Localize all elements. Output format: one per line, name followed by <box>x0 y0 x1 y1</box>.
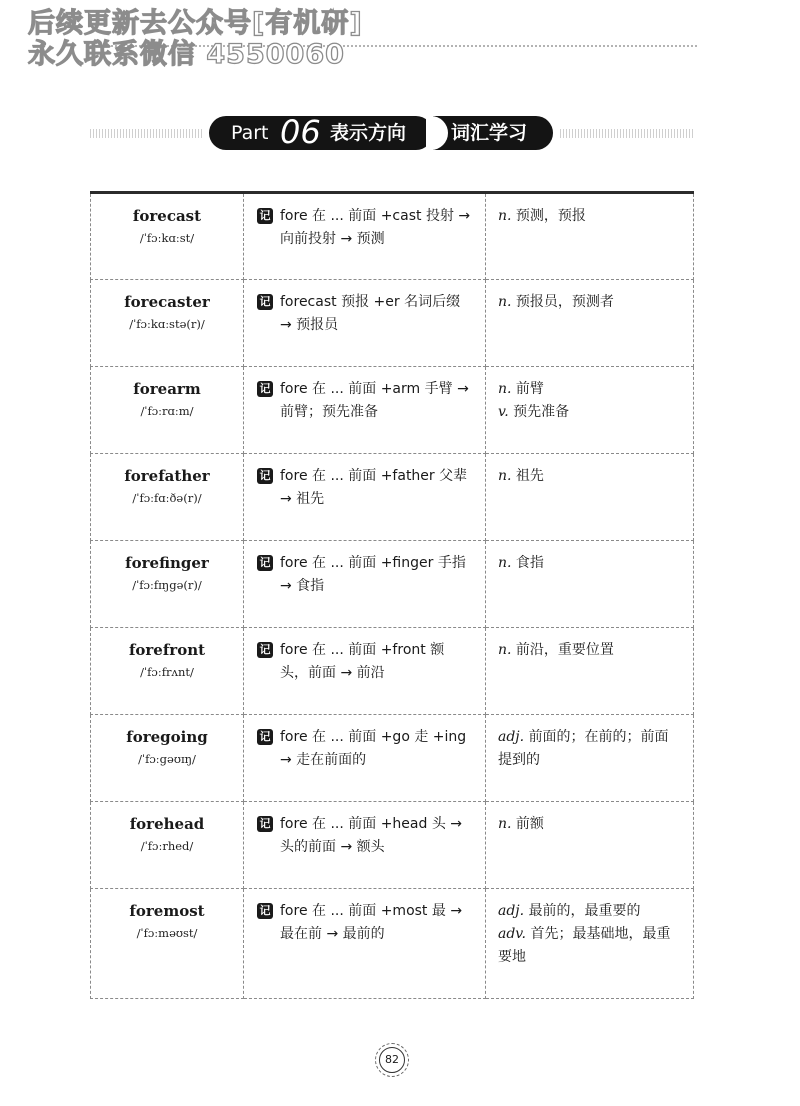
definition-cell <box>486 454 694 541</box>
definition-text: 祖先 <box>515 468 544 484</box>
etymology-text: fore 在 ... 前面 +father 父辈 → 祖先 <box>280 468 468 507</box>
part-word: Part <box>231 122 269 144</box>
etymology-text: forecast 预报 +er 名词后缀 → 预报员 <box>280 294 461 333</box>
table-row <box>91 889 694 999</box>
word-cell <box>91 715 244 802</box>
etymology-cell <box>244 541 486 628</box>
section-banner <box>433 116 553 150</box>
part-of-speech: n. <box>498 816 512 832</box>
etymology-cell <box>244 628 486 715</box>
phonetic: /ˈfɔːkɑːst/ <box>139 231 195 245</box>
definition-line <box>498 465 679 488</box>
part-of-speech: n. <box>498 208 512 224</box>
headword: forefront <box>128 641 206 659</box>
header-stripe-left <box>90 129 202 138</box>
word-cell <box>91 628 244 715</box>
memo-icon: 记 <box>257 642 273 658</box>
memo-icon: 记 <box>257 903 273 919</box>
phonetic: /ˈfɔːkɑːstə(r)/ <box>129 317 205 331</box>
definition-text: 前额 <box>515 816 544 832</box>
definition-line <box>498 639 679 662</box>
part-of-speech: n. <box>498 381 512 397</box>
memo-icon: 记 <box>257 208 273 224</box>
part-of-speech: n. <box>498 555 512 571</box>
etymology-cell <box>244 280 486 367</box>
definition-cell <box>486 628 694 715</box>
definition-cell <box>486 193 694 280</box>
etymology-cell <box>244 889 486 999</box>
definition-text: 食指 <box>515 555 544 571</box>
phonetic: /ˈfɔːfɪŋgə(r)/ <box>132 578 202 592</box>
part-of-speech: adj. <box>498 729 525 745</box>
word-cell <box>91 193 244 280</box>
memo-icon: 记 <box>257 381 273 397</box>
part-banner <box>209 113 433 151</box>
part-of-speech: n. <box>498 294 512 310</box>
definition-text: 预先准备 <box>513 404 570 420</box>
phonetic: /ˈfɔːfɑːðə(r)/ <box>132 491 202 505</box>
table-row <box>91 193 694 280</box>
table-row <box>91 367 694 454</box>
definition-line <box>498 726 679 772</box>
definition-line <box>498 900 679 923</box>
table-row <box>91 541 694 628</box>
definition-text: 首先；最基础地，最重要地 <box>498 926 671 965</box>
word-cell <box>91 889 244 999</box>
etymology-text: fore 在 ... 前面 +arm 手臂 → 前臂；预先准备 <box>280 381 469 420</box>
phonetic: /ˈfɔːfrʌnt/ <box>140 665 194 679</box>
definition-line <box>498 205 679 228</box>
table-row <box>91 454 694 541</box>
vocabulary-table <box>90 191 694 999</box>
etymology-text: fore 在 ... 前面 +front 额头，前面 → 前沿 <box>280 642 445 681</box>
definition-cell <box>486 802 694 889</box>
memo-icon: 记 <box>257 816 273 832</box>
etymology-cell <box>244 715 486 802</box>
definition-line <box>498 552 679 575</box>
definition-text: 预测，预报 <box>515 208 586 224</box>
definition-cell <box>486 889 694 999</box>
definition-text: 前面的；在前的；前面提到的 <box>498 729 669 768</box>
watermark-line-2: 永久联系微信 4550060 <box>28 39 345 70</box>
etymology-cell <box>244 367 486 454</box>
etymology-cell <box>244 454 486 541</box>
definition-line <box>498 378 679 401</box>
definition-cell <box>486 715 694 802</box>
definition-cell <box>486 541 694 628</box>
memo-icon: 记 <box>257 294 273 310</box>
section-label: 词汇学习 <box>451 122 528 144</box>
watermark-line-1: 后续更新去公众号[有机研] <box>28 8 363 39</box>
table-row <box>91 715 694 802</box>
word-cell <box>91 367 244 454</box>
phonetic: /ˈfɔːgəʊɪŋ/ <box>138 752 196 766</box>
part-title: 表示方向 <box>330 122 407 144</box>
headword: forearm <box>133 380 201 398</box>
watermark <box>28 8 363 70</box>
definition-text: 前沿，重要位置 <box>515 642 614 658</box>
headword: forefinger <box>125 554 209 572</box>
table-row <box>91 628 694 715</box>
definition-line <box>498 401 679 424</box>
etymology-text: fore 在 ... 前面 +finger 手指 → 食指 <box>280 555 466 594</box>
table-row <box>91 280 694 367</box>
etymology-cell <box>244 193 486 280</box>
etymology-cell <box>244 802 486 889</box>
part-of-speech: n. <box>498 468 512 484</box>
part-of-speech: adv. <box>498 926 527 942</box>
page-number: 82 <box>379 1047 405 1073</box>
definition-line <box>498 291 679 314</box>
header-stripe-right <box>560 129 693 138</box>
etymology-text: fore 在 ... 前面 +go 走 +ing → 走在前面的 <box>280 729 467 768</box>
word-cell <box>91 280 244 367</box>
memo-icon: 记 <box>257 555 273 571</box>
phonetic: /ˈfɔːməʊst/ <box>136 926 198 940</box>
headword: forefather <box>124 467 210 485</box>
part-of-speech: n. <box>498 642 512 658</box>
memo-icon: 记 <box>257 468 273 484</box>
phonetic: /ˈfɔːrɑːm/ <box>140 404 194 418</box>
memo-icon: 记 <box>257 729 273 745</box>
table-row <box>91 802 694 889</box>
part-number: 06 <box>280 113 321 151</box>
definition-text: 预报员，预测者 <box>515 294 614 310</box>
word-cell <box>91 802 244 889</box>
definition-cell <box>486 280 694 367</box>
etymology-text: fore 在 ... 前面 +most 最 → 最在前 → 最前的 <box>280 903 463 942</box>
definition-line <box>498 813 679 836</box>
definition-cell <box>486 367 694 454</box>
headword: foregoing <box>126 728 208 746</box>
definition-text: 最前的，最重要的 <box>528 903 641 919</box>
headword: forehead <box>129 815 205 833</box>
headword: foremost <box>129 902 205 920</box>
etymology-text: fore 在 ... 前面 +head 头 → 头的前面 → 额头 <box>280 816 463 855</box>
word-cell <box>91 454 244 541</box>
headword: forecaster <box>124 293 210 311</box>
etymology-text: fore 在 ... 前面 +cast 投射 → 向前投射 → 预测 <box>280 208 471 247</box>
banner-notch <box>426 116 448 150</box>
definition-text: 前臂 <box>515 381 544 397</box>
headword: forecast <box>132 207 202 225</box>
definition-line <box>498 923 679 969</box>
phonetic: /ˈfɔːrhed/ <box>140 839 194 853</box>
part-of-speech: v. <box>498 404 509 420</box>
part-of-speech: adj. <box>498 903 525 919</box>
word-cell <box>91 541 244 628</box>
